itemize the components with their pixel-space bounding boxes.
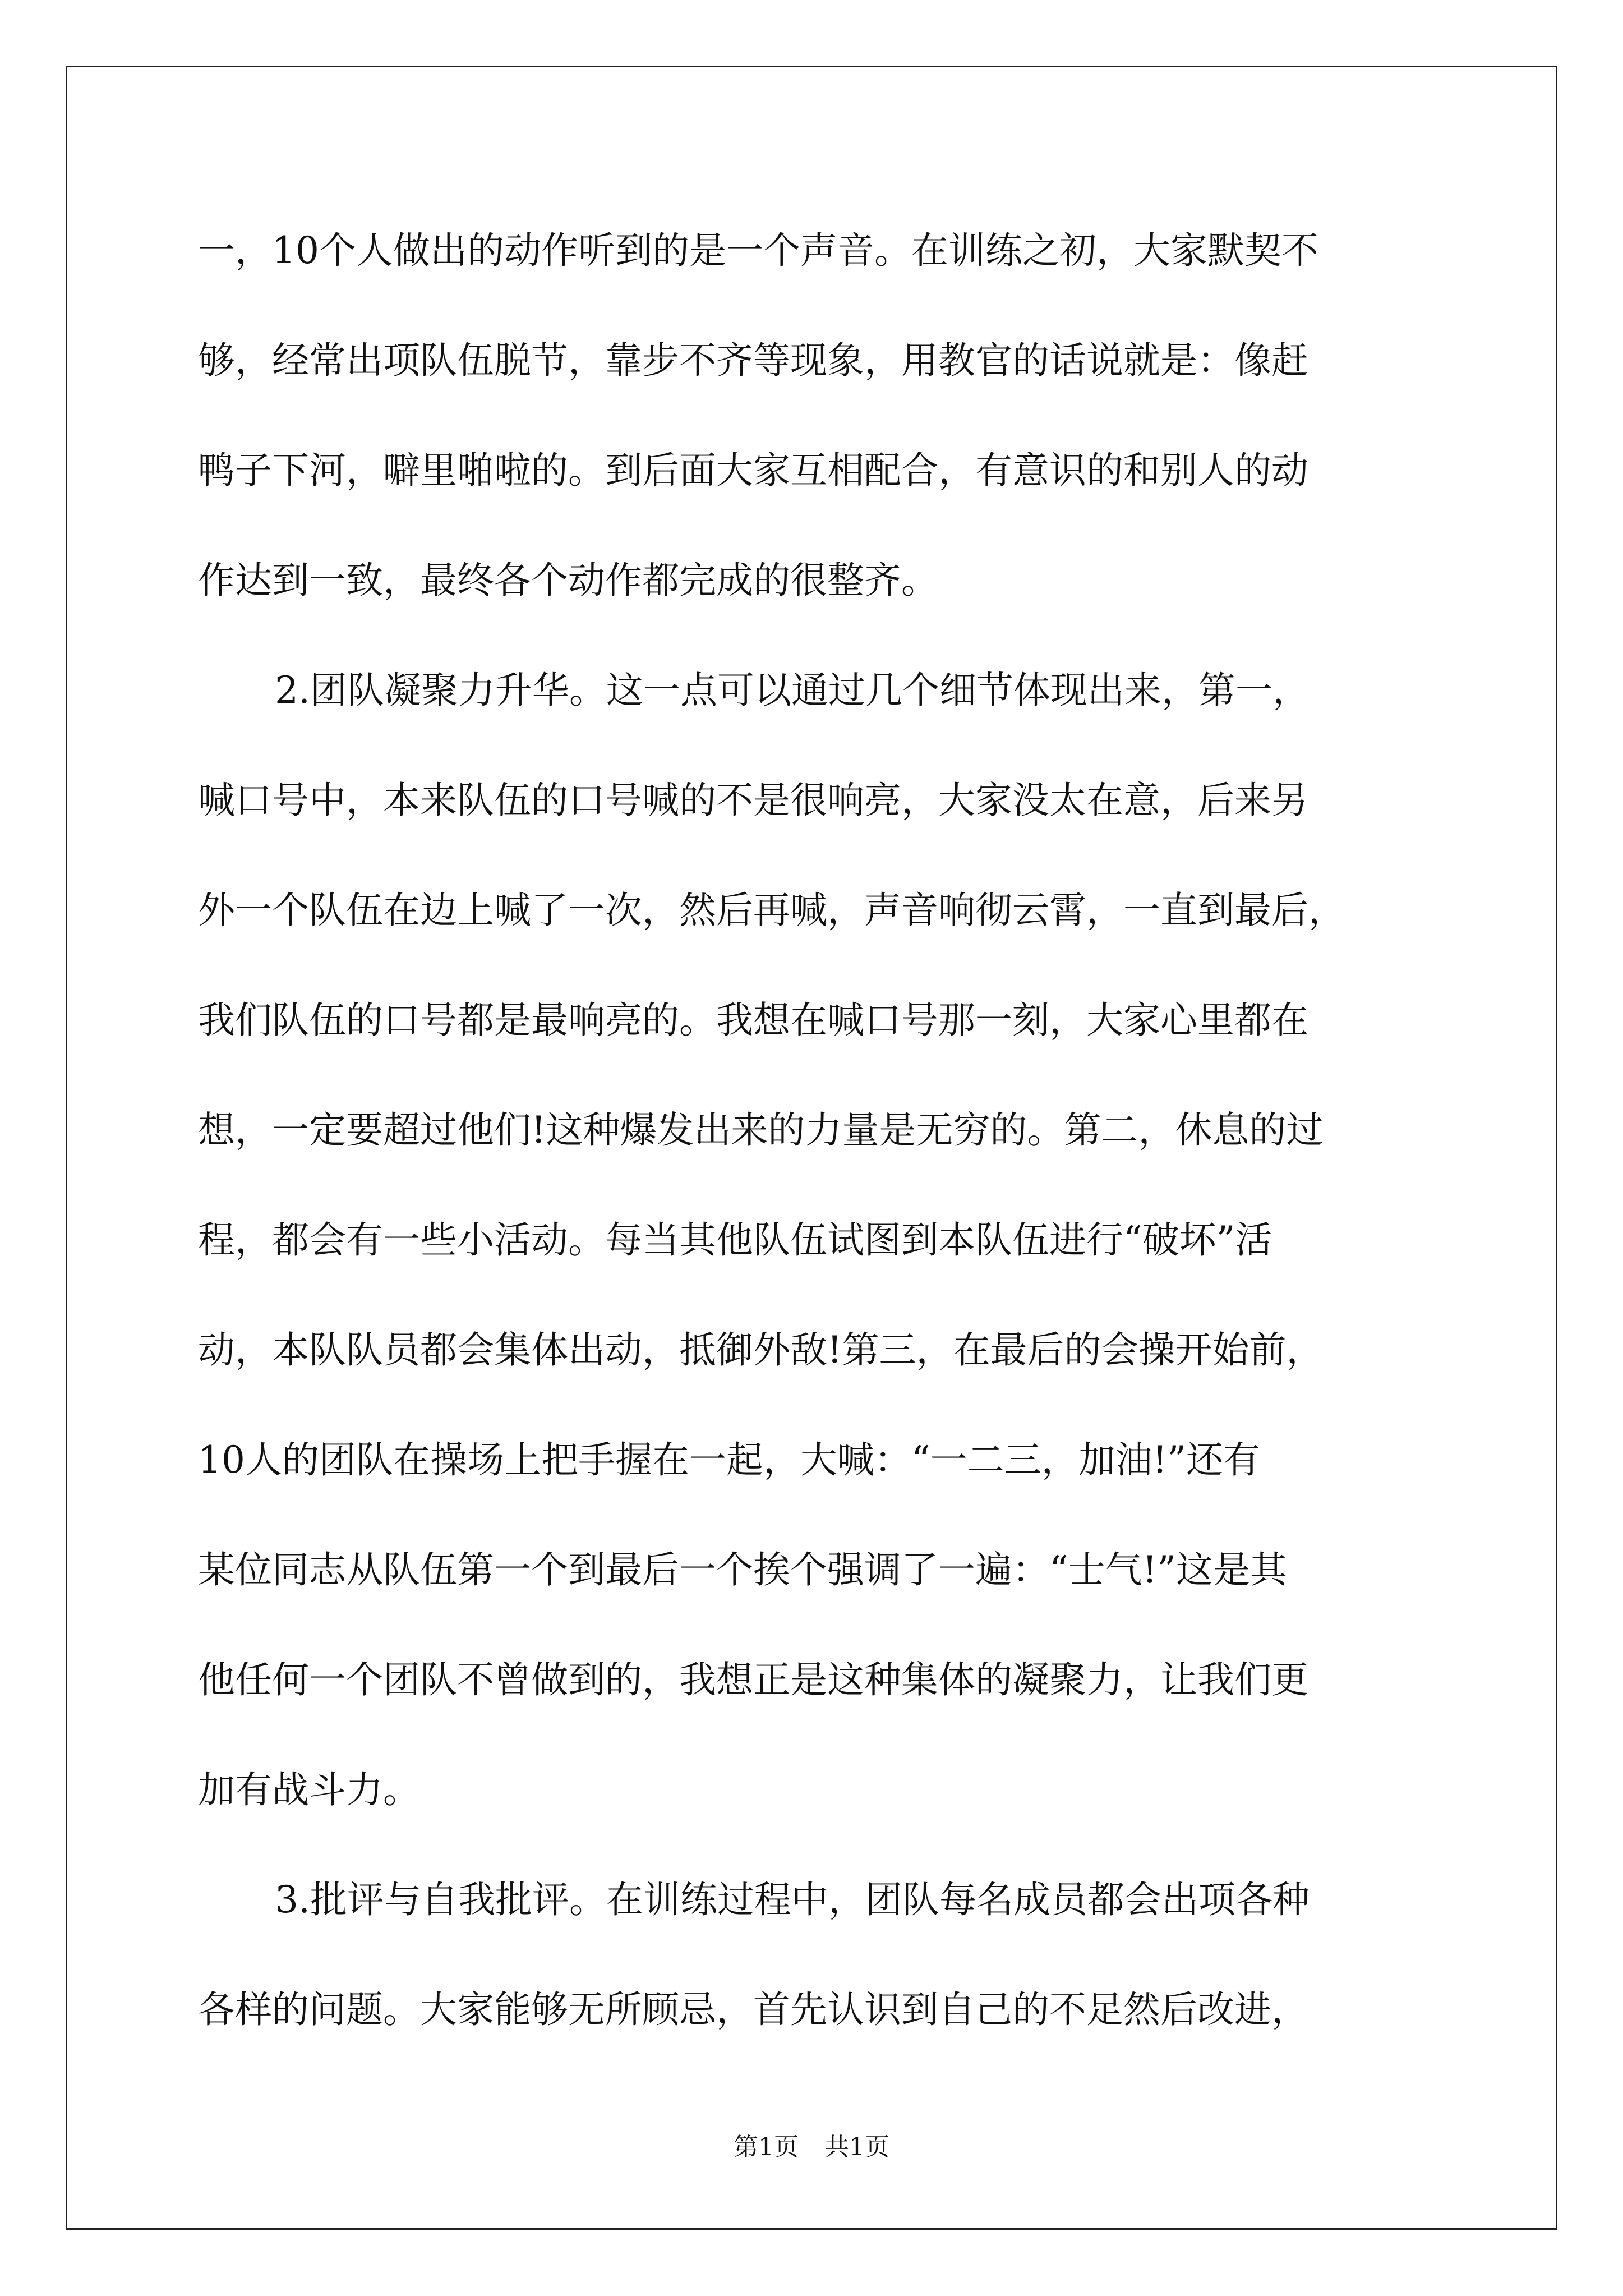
text-line: 10人的团队在操场上把手握在一起，大喊：“一二三，加油!”还有 xyxy=(198,1438,1260,1481)
text-line: 程，都会有一些小活动。每当其他队伍试图到本队伍进行“破坏”活 xyxy=(198,1218,1272,1262)
text-line: 加有战斗力。 xyxy=(198,1768,420,1811)
text-line: 2.团队凝聚力升华。这一点可以通过几个细节体现出来，第一， xyxy=(275,669,1310,712)
text-line: 喊口号中，本来队伍的口号喊的不是很响亮，大家没太在意，后来另 xyxy=(198,779,1308,822)
text-line: 我们队伍的口号都是最响亮的。我想在喊口号那一刻，大家心里都在 xyxy=(198,999,1308,1042)
page-number: 第1页 xyxy=(734,2133,799,2161)
page-total: 共1页 xyxy=(824,2133,889,2161)
document-body xyxy=(198,220,1454,2089)
text-line: 够，经常出项队伍脱节，靠步不齐等现象，用教官的话说就是：像赶 xyxy=(198,339,1308,382)
text-line: 3.批评与自我批评。在训练过程中，团队每名成员都会出项各种 xyxy=(275,1878,1310,1921)
text-line: 作达到一致，最终各个动作都完成的很整齐。 xyxy=(198,559,938,602)
text-line: 想，一定要超过他们!这种爆发出来的力量是无穷的。第二，休息的过 xyxy=(198,1108,1324,1152)
text-line: 外一个队伍在边上喊了一次，然后再喊，声音响彻云霄，一直到最后， xyxy=(198,889,1345,932)
text-line: 他任何一个团队不曾做到的，我想正是这种集体的凝聚力，让我们更 xyxy=(198,1658,1308,1701)
text-line: 各样的问题。大家能够无所顾忌，首先认识到自己的不足然后改进， xyxy=(198,1988,1308,2031)
text-line: 某位同志从队伍第一个到最后一个挨个强调了一遍：“士气!”这是其 xyxy=(198,1548,1288,1591)
text-line: 鸭子下河，噼里啪啦的。到后面大家互相配合，有意识的和别人的动 xyxy=(198,449,1308,492)
text-line: 一，10个人做出的动作听到的是一个声音。在训练之初，大家默契不 xyxy=(198,229,1318,272)
text-line: 动，本队队员都会集体出动，抵御外敌!第三，在最后的会操开始前， xyxy=(198,1328,1324,1372)
page-footer xyxy=(0,2131,1623,2164)
